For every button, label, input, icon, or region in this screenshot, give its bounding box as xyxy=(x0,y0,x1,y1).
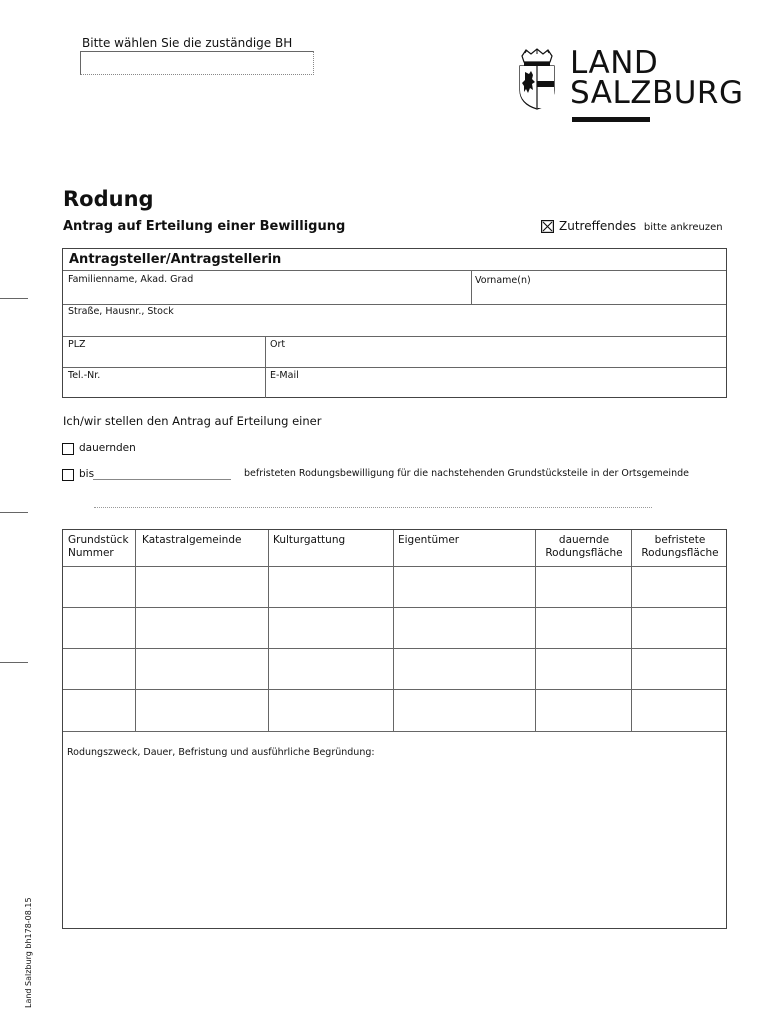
page-title: Rodung xyxy=(63,187,154,211)
salzburg-crest-icon xyxy=(516,48,558,110)
justification-label: Rodungszweck, Dauer, Befristung und ausführliche Begründung: xyxy=(67,747,375,758)
justification-field[interactable] xyxy=(63,762,726,928)
first-name-label: Vorname(n) xyxy=(475,275,531,286)
col-culture-type: Kulturgattung xyxy=(273,534,346,546)
municipality-field[interactable] xyxy=(94,507,652,508)
fold-mark xyxy=(0,662,28,663)
table-row[interactable] xyxy=(63,608,726,648)
legend-hint-text: bitte ankreuzen xyxy=(643,222,723,233)
logo-line-1: LAND xyxy=(570,45,659,81)
until-date-field[interactable] xyxy=(93,479,231,480)
col-parcel-number: Grundstück Nummer xyxy=(68,534,129,559)
checkbox-legend xyxy=(559,219,723,233)
form-code: Land Salzburg bh178-08.15 xyxy=(24,897,33,1008)
col-cadastral: Katastralgemeinde xyxy=(142,534,242,546)
limited-checkbox[interactable] xyxy=(62,469,74,481)
applicant-heading: Antragsteller/Antragstellerin xyxy=(69,252,282,267)
email-label: E-Mail xyxy=(270,370,299,381)
table-row[interactable] xyxy=(63,649,726,689)
page-subtitle: Antrag auf Erteilung einer Bewilligung xyxy=(63,219,346,234)
col-owner: Eigentümer xyxy=(398,534,460,546)
logo-line-2: SALZBURG xyxy=(570,75,744,111)
legend-mark-text: Zutreffendes xyxy=(559,219,637,233)
fold-mark xyxy=(0,298,28,299)
applicant-section xyxy=(62,248,727,398)
table-row[interactable] xyxy=(63,690,726,730)
permanent-label: dauernden xyxy=(79,442,136,454)
phone-label: Tel.-Nr. xyxy=(68,370,101,381)
family-name-label: Familienname, Akad. Grad xyxy=(68,274,194,285)
parcels-table xyxy=(62,529,727,929)
table-row[interactable] xyxy=(63,567,726,607)
logo-bar xyxy=(572,117,650,122)
checked-box-icon xyxy=(541,220,554,233)
col-permanent-area: dauernde Rodungsfläche xyxy=(545,534,623,559)
permanent-checkbox[interactable] xyxy=(62,443,74,455)
limited-permit-text: befristeten Rodungsbewilligung für die nachstehenden Grundstücksteile in der Ortsgemeinde xyxy=(244,468,689,479)
fold-mark xyxy=(0,512,28,513)
col-limited-area: befristete Rodungsfläche xyxy=(641,534,719,559)
land-salzburg-logo xyxy=(570,45,744,111)
request-statement: Ich/wir stellen den Antrag auf Erteilung einer xyxy=(63,414,322,428)
city-label: Ort xyxy=(270,339,286,350)
street-label: Straße, Hausnr., Stock xyxy=(68,306,174,317)
zip-label: PLZ xyxy=(68,339,86,350)
bh-select-field[interactable] xyxy=(80,51,314,75)
until-label: bis xyxy=(79,468,95,480)
bh-select-label: Bitte wählen Sie die zuständige BH xyxy=(82,36,293,50)
